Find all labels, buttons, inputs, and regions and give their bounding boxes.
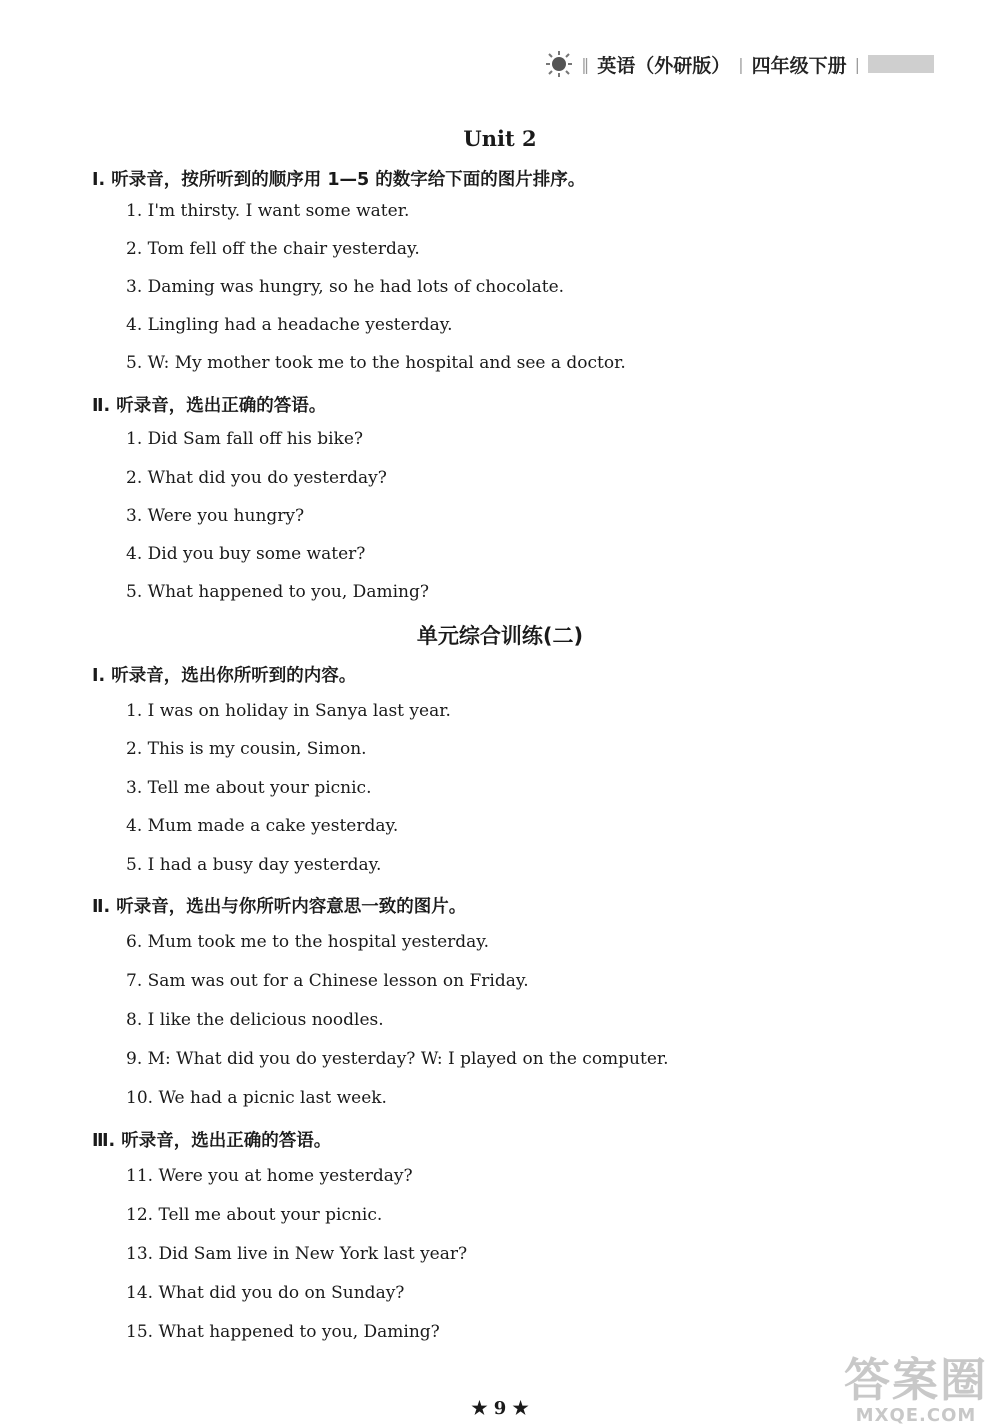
- list-item: 4. Lingling had a headache yesterday.: [126, 315, 453, 335]
- list-item: 14. What did you do on Sunday?: [126, 1283, 405, 1303]
- header-subject: 英语（外研版）: [597, 54, 731, 77]
- list-item: 13. Did Sam live in New York last year?: [126, 1244, 468, 1264]
- header-grade: 四年级下册: [751, 54, 847, 77]
- list-item: 1. Did Sam fall off his bike?: [126, 429, 364, 449]
- page-number: 9: [493, 1398, 507, 1419]
- section-heading: Ⅱ. 听录音，选出正确的答语。: [92, 396, 327, 416]
- list-item: 1. I'm thirsty. I want some water.: [126, 201, 410, 221]
- list-item: 2. Tom fell off the chair yesterday.: [126, 239, 420, 259]
- list-item: 5. What happened to you, Daming?: [126, 582, 429, 602]
- list-item: 7. Sam was out for a Chinese lesson on Friday.: [126, 971, 529, 991]
- header-gray-bar: [868, 55, 934, 73]
- list-item: 2. This is my cousin, Simon.: [126, 739, 367, 759]
- section-heading: Ⅰ. 听录音，选出你所听到的内容。: [92, 666, 357, 686]
- section-heading: Ⅲ. 听录音，选出正确的答语。: [92, 1131, 332, 1151]
- section-heading: Ⅱ. 听录音，选出与你所听内容意思一致的图片。: [92, 897, 467, 917]
- list-item: 1. I was on holiday in Sanya last year.: [126, 701, 451, 721]
- star-icon: ★: [512, 1398, 529, 1419]
- watermark-en: MXQE.COM: [855, 1405, 977, 1426]
- watermark-cn: 答案圈: [844, 1353, 988, 1407]
- header-divider: ‖: [581, 54, 590, 74]
- list-item: 5. I had a busy day yesterday.: [126, 855, 382, 875]
- list-item: 3. Tell me about your picnic.: [126, 778, 372, 798]
- list-item: 6. Mum took me to the hospital yesterday.: [126, 932, 490, 952]
- sun-logo-icon: [545, 50, 573, 78]
- list-item: 4. Mum made a cake yesterday.: [126, 816, 399, 836]
- star-icon: ★: [471, 1398, 488, 1419]
- list-item: 10. We had a picnic last week.: [126, 1088, 387, 1108]
- section-heading: Ⅰ. 听录音，按所听到的顺序用 1—5 的数字给下面的图片排序。: [92, 170, 586, 190]
- list-item: 9. M: What did you do yesterday? W: I played on the computer.: [126, 1049, 669, 1069]
- review-title: 单元综合训练(二): [416, 624, 584, 648]
- watermark: [844, 1355, 988, 1426]
- header-divider: |: [854, 54, 860, 74]
- page-header: [545, 50, 934, 78]
- list-item: 4. Did you buy some water?: [126, 544, 366, 564]
- list-item: 2. What did you do yesterday?: [126, 468, 387, 488]
- header-divider: |: [738, 54, 744, 74]
- unit-title: Unit 2: [463, 126, 537, 151]
- list-item: 3. Daming was hungry, so he had lots of chocolate.: [126, 277, 565, 297]
- list-item: 11. Were you at home yesterday?: [126, 1166, 413, 1186]
- list-item: 8. I like the delicious noodles.: [126, 1010, 384, 1030]
- list-item: 3. Were you hungry?: [126, 506, 305, 526]
- list-item: 15. What happened to you, Daming?: [126, 1322, 440, 1342]
- list-item: 12. Tell me about your picnic.: [126, 1205, 383, 1225]
- list-item: 5. W: My mother took me to the hospital and see a doctor.: [126, 353, 626, 373]
